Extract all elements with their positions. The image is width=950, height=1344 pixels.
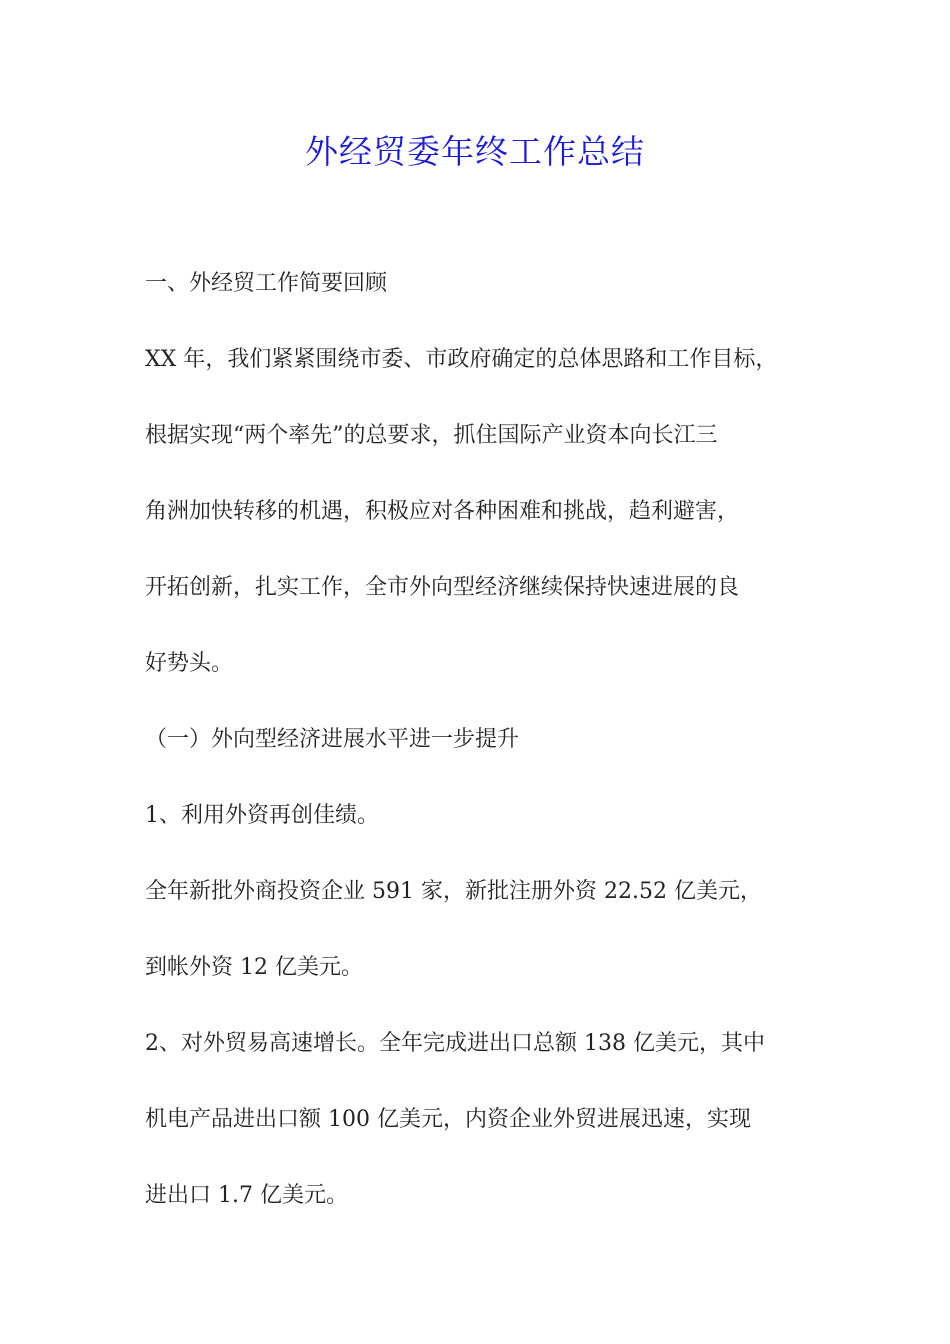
document-body	[145, 264, 815, 1252]
document-title: 外经贸委年终工作总结	[305, 132, 645, 171]
paragraph-line: 开拓创新，扎实工作，全市外向型经济继续保持快速进展的良	[145, 575, 740, 600]
paragraph-line: 根据实现“两个率先”的总要求，抓住国际产业资本向长江三	[145, 423, 718, 448]
paragraph-line: 角洲加快转移的机遇，积极应对各种困难和挑战，趋利避害，	[145, 499, 740, 524]
subsection-heading: （一）外向型经济进展水平进一步提升	[145, 727, 520, 752]
item-paragraph-line: 2、对外贸易高速增长。全年完成进出口总额 138 亿美元，其中	[145, 1031, 765, 1056]
paragraph-line: 到帐外资 12 亿美元。	[145, 955, 363, 980]
paragraph-line: XX 年，我们紧紧围绕市委、市政府确定的总体思路和工作目标，	[145, 347, 778, 372]
item-heading: 1、利用外资再创佳绩。	[145, 803, 379, 828]
paragraph-line: 进出口 1.7 亿美元。	[145, 1183, 348, 1208]
paragraph-line: 全年新批外商投资企业 591 家，新批注册外资 22.52 亿美元，	[145, 879, 762, 904]
paragraph-line: 好势头。	[145, 651, 234, 676]
section-heading: 一、外经贸工作简要回顾	[145, 271, 388, 296]
paragraph-line: 机电产品进出口额 100 亿美元，内资企业外贸进展迅速，实现	[145, 1107, 751, 1132]
